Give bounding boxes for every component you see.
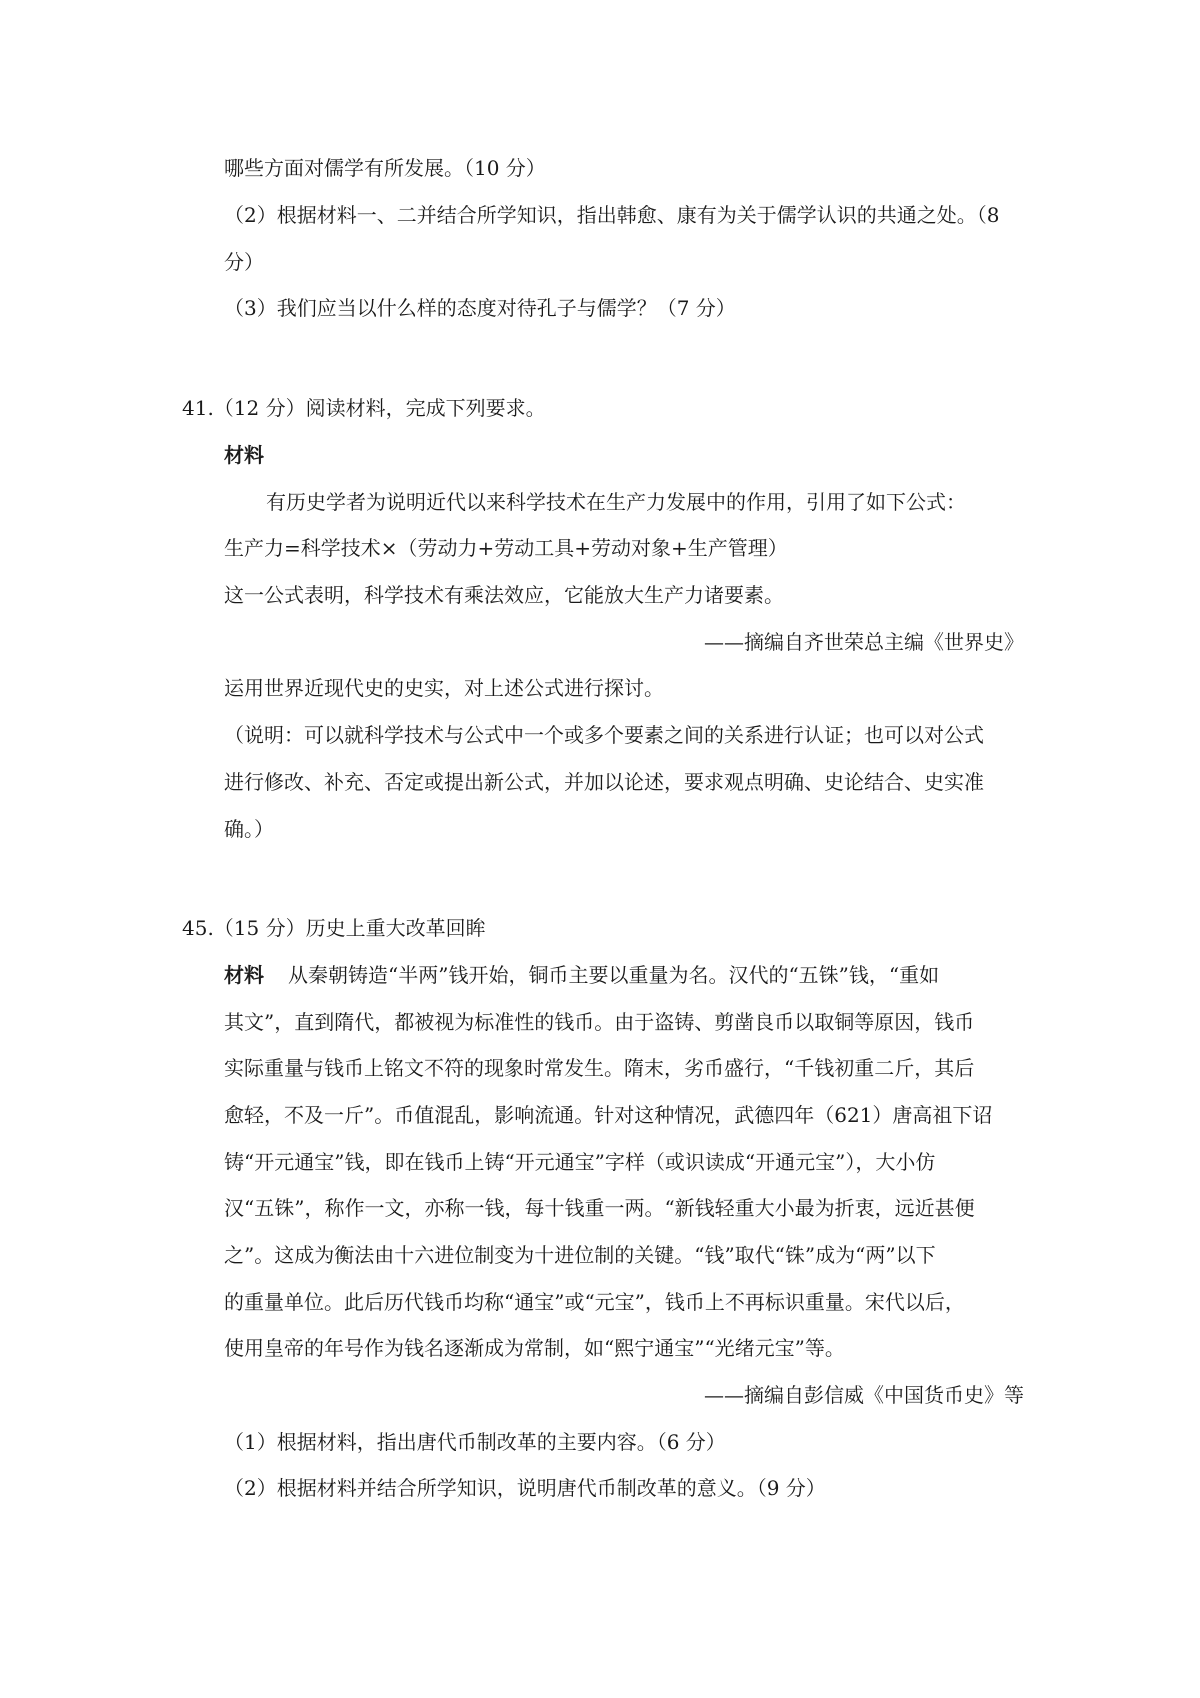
prev-subquestion-3: （3）我们应当以什么样的态度对待孔子与儒学？（7 分） (224, 296, 736, 320)
question-45-material-line-9: 使用皇帝的年号作为钱名逐渐成为常制，如“熙宁通宝”“光绪元宝”等。 (224, 1336, 845, 1360)
question-41-heading: 41.（12 分）阅读材料，完成下列要求。 (182, 396, 546, 420)
prev-subquestion-2-line-2: 分） (224, 250, 264, 274)
question-41-source: ——摘编自齐世荣总主编《世界史》 (704, 630, 1024, 654)
question-45-material-line-5: 铸“开元通宝”钱，即在钱币上铸“开元通宝”字样（或识读成“开通元宝”），大小仿 (224, 1150, 936, 1174)
question-41-formula: 生产力=科学技术×（劳动力+劳动工具+劳动对象+生产管理） (224, 536, 788, 560)
question-45-material-line-8: 的重量单位。此后历代钱币均称“通宝”或“元宝”，钱币上不再标识重量。宋代以后， (224, 1290, 965, 1314)
question-45-material-line-7: 之”。这成为衡法由十六进位制变为十进位制的关键。“钱”取代“铢”成为“两”以下 (224, 1243, 936, 1267)
prev-subquestion-2-line-1: （2）根据材料一、二并结合所学知识，指出韩愈、康有为关于儒学认识的共通之处。（8 (224, 203, 1000, 227)
question-45-material-line-4: 愈轻，不及一斤”。币值混乱，影响流通。针对这种情况，武德四年（621）唐高祖下诏 (224, 1103, 993, 1127)
question-41-note-line-1: （说明：可以就科学技术与公式中一个或多个要素之间的关系进行认证；也可以对公式 (224, 723, 984, 747)
question-41-material-label: 材料 (224, 443, 264, 467)
question-41-note-line-3: 确。） (224, 817, 274, 841)
question-41-note-line-2: 进行修改、补充、否定或提出新公式，并加以论述，要求观点明确、史论结合、史实准 (224, 770, 984, 794)
question-45-subquestion-1: （1）根据材料，指出唐代币制改革的主要内容。（6 分） (224, 1430, 726, 1454)
prev-question-tail: 哪些方面对儒学有所发展。（10 分） (224, 156, 546, 180)
question-45-material-line-6: 汉“五铢”，称作一文，亦称一钱，每十钱重一两。“新钱轻重大小最为折衷，远近甚便 (224, 1196, 975, 1220)
question-41-paragraph-2: 这一公式表明，科学技术有乘法效应，它能放大生产力诸要素。 (224, 583, 784, 607)
question-41-paragraph-1: 有历史学者为说明近代以来科学技术在生产力发展中的作用，引用了如下公式： (266, 490, 966, 514)
question-45-material-text: 从秦朝铸造“半两”钱开始，铜币主要以重量为名。汉代的“五铢”钱，“重如 (288, 963, 940, 987)
question-45-material-line-1 (224, 961, 939, 989)
question-45-subquestion-2: （2）根据材料并结合所学知识，说明唐代币制改革的意义。（9 分） (224, 1476, 826, 1500)
question-41-task: 运用世界近现代史的史实，对上述公式进行探讨。 (224, 676, 664, 700)
question-45-heading: 45.（15 分）历史上重大改革回眸 (182, 916, 486, 940)
question-45-source: ——摘编自彭信威《中国货币史》等 (704, 1383, 1024, 1407)
question-45-material-line-2: 其文”，直到隋代，都被视为标准性的钱币。由于盗铸、剪凿良币以取铜等原因，钱币 (224, 1010, 975, 1034)
question-45-material-label: 材料 (224, 963, 264, 987)
question-45-material-line-3: 实际重量与钱币上铭文不符的现象时常发生。隋末，劣币盛行，“千钱初重二斤，其后 (224, 1056, 975, 1080)
